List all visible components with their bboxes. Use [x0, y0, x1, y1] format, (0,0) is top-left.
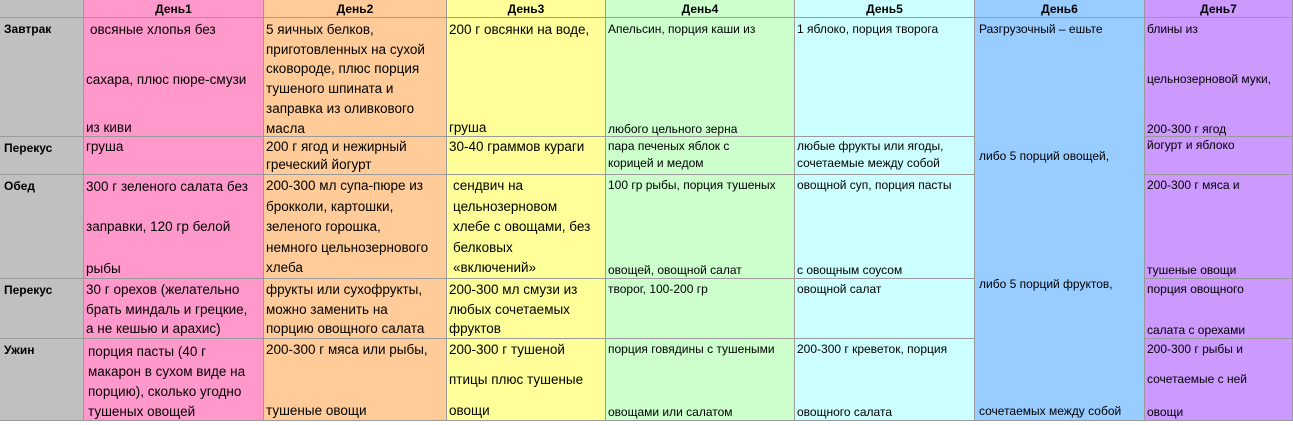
day3-snack1 — [447, 137, 606, 175]
day2-snack2 — [264, 279, 447, 339]
day3-lunch — [447, 175, 606, 279]
day3-snack1-text: 30-40 граммов кураги — [449, 139, 585, 154]
day4-dinner-line1: порция говядины с тушеными — [608, 342, 775, 356]
day1-breakfast-line2: сахара, плюс пюре-смузи — [86, 72, 247, 87]
day1-lunch-line1: 300 г зеленого салата без — [86, 179, 248, 194]
header-day7: День7 — [1145, 0, 1293, 18]
day4-lunch-line1: 100 гр рыбы, порция тушеных — [608, 178, 776, 192]
day1-lunch-line2: заправки, 120 гр белой — [86, 219, 231, 234]
day5-dinner — [795, 339, 975, 421]
day7-dinner-line3: овощи — [1147, 405, 1184, 419]
day7-snack2 — [1145, 279, 1293, 339]
day1-snack1-text: груша — [86, 139, 124, 154]
day7-dinner-line2: сочетаемые с ней — [1147, 372, 1248, 386]
day6-line1: Разгрузочный – ешьте — [979, 22, 1103, 36]
header-corner — [0, 0, 84, 18]
day4-lunch-line2: овощей, овощной салат — [608, 263, 742, 277]
day3-dinner — [447, 339, 606, 421]
day3-snack2-text: 200-300 мл смузи из любых сочетаемых фруктов — [449, 282, 578, 336]
day7-dinner — [1145, 339, 1293, 421]
row-label-breakfast: Завтрак — [0, 18, 84, 137]
row-label-lunch: Обед — [0, 175, 84, 279]
header-day4: День4 — [606, 0, 795, 18]
day7-lunch — [1145, 175, 1293, 279]
row-label-snack2: Перекус — [0, 279, 84, 339]
day1-breakfast — [84, 18, 264, 137]
day5-snack2 — [795, 279, 975, 339]
day5-snack2-text: овощной салат — [797, 282, 882, 296]
header-day6: День6 — [975, 0, 1145, 18]
day5-snack1-text: любые фрукты или ягоды, сочетаемые между собой — [797, 139, 944, 170]
day1-dinner-text: порция пасты (40 г макарон в сухом виде на порцию), сколько угодно тушеных овощей — [88, 344, 246, 419]
day7-snack2-line1: порция овощного — [1147, 282, 1244, 296]
day4-snack1-text: пара печеных яблок с корицей и медом — [608, 139, 730, 170]
day2-snack1-text: 200 г ягод и нежирный греческий йогурт — [266, 139, 407, 172]
day4-lunch — [606, 175, 795, 279]
day7-breakfast-line3: 200-300 г ягод — [1147, 122, 1227, 136]
day6-merged — [975, 18, 1145, 421]
day2-dinner-line1: 200-300 г мяса или рыбы, — [266, 342, 428, 357]
day7-snack1-text: йогурт и яблоко — [1147, 138, 1235, 152]
day2-breakfast — [264, 18, 447, 137]
row-label-dinner: Ужин — [0, 339, 84, 421]
day5-lunch-line1: овощной суп, порция пасты — [797, 178, 952, 192]
day7-snack2-line2: салата с орехами — [1147, 323, 1246, 337]
day5-dinner-line2: овощного салата — [797, 405, 893, 419]
day7-lunch-line2: тушеные овощи — [1147, 263, 1237, 277]
day4-snack2 — [606, 279, 795, 339]
day5-dinner-line1: 200-300 г креветок, порция — [797, 342, 948, 356]
day4-dinner-line2: овощами или салатом — [608, 405, 733, 419]
day1-snack2-text: 30 г орехов (желательно брать миндаль и грецкие, а не кешью и арахис) — [86, 282, 248, 336]
header-day5: День5 — [795, 0, 975, 18]
day4-breakfast-line2: любого цельного зерна — [608, 122, 738, 136]
day7-breakfast-line1: блины из — [1147, 22, 1198, 36]
day6-line3: либо 5 порций фруктов, — [979, 277, 1113, 291]
day4-snack1 — [606, 137, 795, 175]
day2-dinner-line2: тушеные овощи — [266, 403, 367, 418]
day2-dinner — [264, 339, 447, 421]
day6-line4: сочетаемых между собой — [979, 404, 1122, 418]
day2-snack2-text: фрукты или сухофрукты, можно заменить на порцию овощного салата — [266, 282, 425, 336]
day1-dinner — [84, 339, 264, 421]
day4-dinner — [606, 339, 795, 421]
day3-breakfast-line2: груша — [449, 120, 487, 135]
day2-snack1 — [264, 137, 447, 175]
day3-dinner-line1: 200-300 г тушеной — [449, 342, 565, 357]
day1-lunch — [84, 175, 264, 279]
day3-breakfast — [447, 18, 606, 137]
day5-breakfast-text: 1 яблоко, порция творога — [797, 22, 939, 36]
day7-lunch-line1: 200-300 г мяса и — [1147, 178, 1240, 192]
day1-lunch-line3: рыбы — [86, 261, 121, 276]
day7-dinner-line1: 200-300 г рыбы и — [1147, 342, 1243, 356]
day4-breakfast-line1: Апельсин, порция каши из — [608, 22, 756, 36]
day5-lunch — [795, 175, 975, 279]
day4-snack2-text: творог, 100-200 гр — [608, 282, 708, 296]
day3-snack2 — [447, 279, 606, 339]
day7-breakfast — [1145, 18, 1293, 137]
day4-breakfast — [606, 18, 795, 137]
row-label-snack1: Перекус — [0, 137, 84, 175]
day7-snack1 — [1145, 137, 1293, 175]
day7-breakfast-line2: цельнозерновой муки, — [1147, 72, 1272, 86]
day3-dinner-line3: овощи — [449, 403, 490, 418]
day2-breakfast-text: 5 яичных белков, приготовленных на сухой сковороде, плюс порция тушеного шпината и заправка из оливкового масла — [266, 22, 425, 136]
day6-line2: либо 5 порций овощей, — [979, 149, 1110, 163]
header-day1: День1 — [84, 0, 264, 18]
day1-snack2 — [84, 279, 264, 339]
day5-breakfast — [795, 18, 975, 137]
day3-breakfast-line1: 200 г овсянки на воде, — [449, 22, 590, 37]
day2-lunch — [264, 175, 447, 279]
day1-snack1 — [84, 137, 264, 175]
day5-snack1 — [795, 137, 975, 175]
day3-lunch-text: сендвич на цельнозерновом хлебе с овощами, без белковых «включений» — [453, 178, 591, 276]
day2-lunch-text: 200-300 мл супа-пюре из брокколи, картошки, зеленого горошка, немного цельнозернового хлеба — [266, 178, 429, 276]
header-day3: День3 — [447, 0, 606, 18]
day3-dinner-line2: птицы плюс тушеные — [449, 372, 584, 387]
day1-breakfast-line3: из киви — [86, 120, 132, 135]
day1-breakfast-line1: овсяные хлопья без — [90, 22, 216, 37]
day5-lunch-line2: с овощным соусом — [797, 263, 903, 277]
header-day2: День2 — [264, 0, 447, 18]
